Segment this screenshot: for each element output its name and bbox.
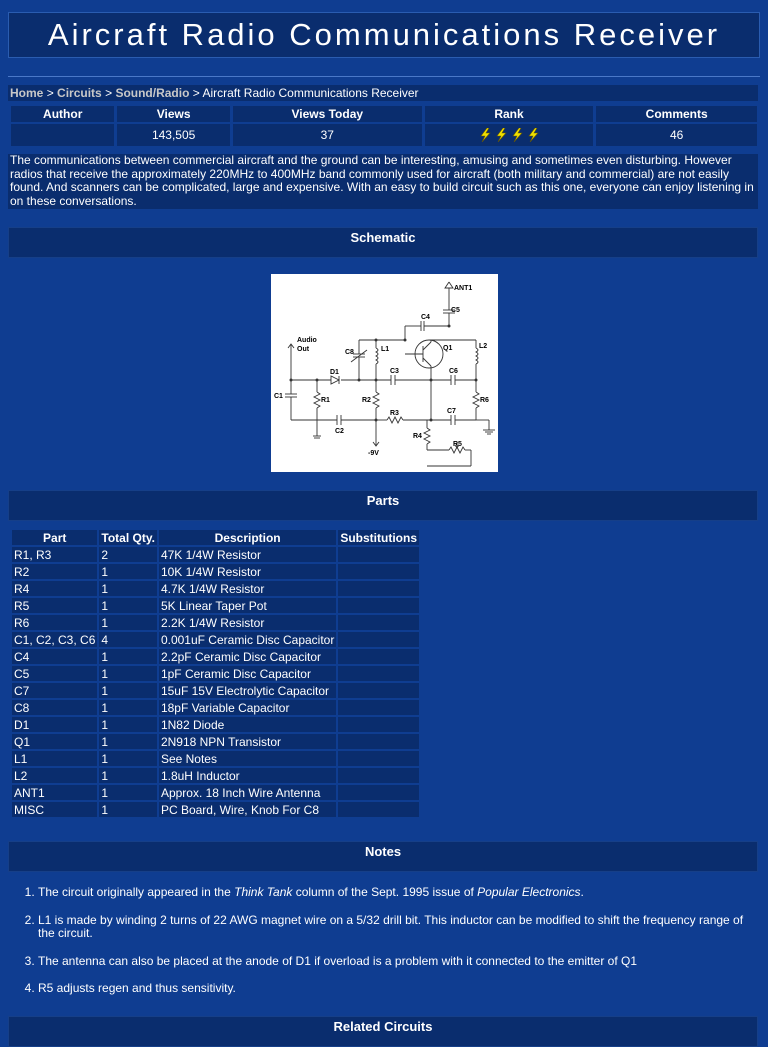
parts-cell-qty: 2 [99, 547, 157, 562]
parts-row [12, 768, 419, 783]
parts-cell-qty: 1 [99, 751, 157, 766]
section-header-parts: Parts [8, 490, 758, 521]
schematic-label-c8: C8 [345, 349, 354, 356]
parts-cell-description: PC Board, Wire, Knob For C8 [159, 802, 336, 817]
breadcrumb-current: Aircraft Radio Communications Receiver [202, 86, 419, 100]
section-header-schematic: Schematic [8, 227, 758, 258]
parts-cell-substitutions [338, 768, 419, 783]
schematic-label-r5: R5 [453, 441, 462, 448]
parts-cell-description: 18pF Variable Capacitor [159, 700, 336, 715]
stats-comments[interactable]: 46 [596, 124, 757, 146]
parts-table [10, 528, 421, 819]
parts-cell-description: Approx. 18 Inch Wire Antenna [159, 785, 336, 800]
parts-cell-description: See Notes [159, 751, 336, 766]
parts-cell-substitutions [338, 683, 419, 698]
divider [8, 76, 760, 77]
lightning-icon [494, 128, 508, 142]
parts-cell-substitutions [338, 649, 419, 664]
parts-row [12, 717, 419, 732]
stats-rank [425, 124, 594, 146]
parts-cell-part: L1 [12, 751, 97, 766]
schematic-label-r6: R6 [480, 397, 489, 404]
schematic-label-c6: C6 [449, 368, 458, 375]
breadcrumb-home-link[interactable]: Home [10, 86, 44, 100]
parts-cell-qty: 1 [99, 717, 157, 732]
schematic-label-r2: R2 [362, 397, 371, 404]
rank-icons [477, 128, 541, 142]
stats-header-comments: Comments [596, 106, 757, 122]
note-item: 3. The antenna can also be placed at the anode of D1 if overload is a problem with it connected to the emitter of Q1 [38, 955, 748, 969]
parts-cell-description: 4.7K 1/4W Resistor [159, 581, 336, 596]
parts-cell-qty: 1 [99, 802, 157, 817]
breadcrumb [8, 85, 758, 101]
parts-cell-part: C1, C2, C3, C6 [14, 632, 96, 647]
parts-row [12, 581, 419, 596]
breadcrumb-separator: > [105, 86, 113, 100]
parts-cell-part: C5 [12, 666, 97, 681]
note-text: The circuit originally appeared in the [38, 885, 235, 899]
parts-header-qty: Total Qty. [101, 530, 155, 545]
parts-cell-description: 2N918 NPN Transistor [159, 734, 336, 749]
breadcrumb-sound-radio-link[interactable]: Sound/Radio [115, 86, 190, 100]
parts-cell-qty: 1 [99, 768, 157, 783]
parts-row [12, 734, 419, 749]
parts-cell-part: C7 [12, 683, 97, 698]
note-item: 4. R5 adjusts regen and thus sensitivity. [38, 982, 748, 996]
parts-cell-description: 5K Linear Taper Pot [159, 598, 336, 613]
parts-cell-qty: 1 [99, 734, 157, 749]
parts-cell-qty: 1 [99, 666, 157, 681]
schematic-label-c1: C1 [274, 393, 283, 400]
schematic-label-d1: D1 [330, 369, 339, 376]
schematic-label-ant1: ANT1 [454, 285, 473, 292]
parts-cell-qty: 4 [99, 632, 157, 647]
schematic-label-c5: C5 [451, 307, 460, 314]
parts-cell-substitutions [338, 547, 419, 562]
parts-cell-substitutions [338, 717, 419, 732]
stats-views-today: 37 [233, 124, 422, 146]
lightning-icon [526, 128, 540, 142]
stats-header-rank: Rank [425, 106, 594, 122]
schematic-label-c7: C7 [447, 408, 456, 415]
parts-cell-description: 2.2pF Ceramic Disc Capacitor [159, 649, 336, 664]
parts-cell-description: 1N82 Diode [159, 717, 336, 732]
parts-cell-substitutions [338, 581, 419, 596]
parts-cell-substitutions [338, 700, 419, 715]
parts-row [12, 615, 419, 630]
parts-cell-qty: 1 [99, 785, 157, 800]
breadcrumb-circuits-link[interactable]: Circuits [57, 86, 102, 100]
parts-row [12, 598, 419, 613]
note-emphasis: Think Tank [234, 885, 293, 899]
parts-cell-substitutions [338, 751, 419, 766]
parts-cell-qty: 1 [99, 615, 157, 630]
parts-cell-substitutions [338, 785, 419, 800]
parts-cell-part: C8 [12, 700, 97, 715]
stats-views: 143,505 [117, 124, 229, 146]
parts-cell-substitutions [338, 802, 419, 817]
schematic-label-out: Out [297, 346, 310, 353]
lightning-icon [478, 128, 492, 142]
parts-cell-part: D1 [12, 717, 97, 732]
parts-cell-part: MISC [12, 802, 97, 817]
parts-cell-part: R5 [12, 598, 97, 613]
parts-cell-description: 1pF Ceramic Disc Capacitor [159, 666, 336, 681]
schematic-label-q1: Q1 [443, 345, 453, 352]
schematic-label-c4: C4 [421, 314, 430, 321]
parts-row [12, 649, 419, 664]
parts-cell-description: 0.001uF Ceramic Disc Capacitor [160, 632, 335, 647]
parts-cell-qty: 1 [99, 564, 157, 579]
parts-cell-description: 15uF 15V Electrolytic Capacitor [159, 683, 336, 698]
parts-row [12, 751, 419, 766]
section-header-notes: Notes [8, 841, 758, 872]
schematic-label-r1: R1 [321, 397, 330, 404]
parts-cell-qty: 1 [99, 683, 157, 698]
schematic-label-minus9v: -9V [368, 450, 379, 457]
parts-cell-description: 2.2K 1/4W Resistor [159, 615, 336, 630]
parts-row [12, 632, 419, 647]
parts-cell-qty: 1 [99, 581, 157, 596]
parts-header-substitutions: Substitutions [340, 530, 418, 545]
note-item: 2. L1 is made by winding 2 turns of 22 AWG magnet wire on a 5/32 drill bit. This inductor can be modified to shift the frequency range of the circuit. [38, 914, 748, 941]
parts-header-description: Description [159, 530, 336, 545]
parts-cell-qty: 1 [99, 700, 157, 715]
parts-cell-description: 1.8uH Inductor [159, 768, 336, 783]
schematic-label-audio: Audio [297, 337, 317, 344]
breadcrumb-separator: > [46, 86, 54, 100]
parts-row [12, 785, 419, 800]
lightning-icon [510, 128, 524, 142]
stats-header-views-today: Views Today [233, 106, 422, 122]
parts-row [12, 802, 419, 817]
note-text: column of the Sept. 1995 issue of [292, 885, 478, 899]
intro-text: The communications between commercial aircraft and the ground can be interesting, amusing and sometimes even disturbing. However radios that receive the approximately 220MHz to 400MHz band commonly used for aircraft (both military and commercial) are not easily found. And scanners can be complicated, large and expensive. With an easy to build circuit such as this one, everyone can enjoy listening in on these conversations. [8, 154, 758, 209]
schematic-label-c2: C2 [335, 428, 344, 435]
parts-row [12, 547, 419, 562]
parts-cell-part: R6 [12, 615, 97, 630]
stats-table [8, 104, 760, 148]
parts-cell-qty: 1 [99, 649, 157, 664]
page-title: Aircraft Radio Communications Receiver [8, 12, 760, 58]
parts-row [12, 683, 419, 698]
breadcrumb-separator: > [192, 86, 200, 100]
notes-list [18, 886, 748, 1010]
parts-cell-part: R4 [12, 581, 97, 596]
parts-cell-part: C4 [12, 649, 97, 664]
schematic-label-c3: C3 [390, 368, 399, 375]
parts-cell-substitutions [338, 615, 419, 630]
parts-cell-substitutions [338, 598, 419, 613]
parts-row [12, 564, 419, 579]
parts-cell-part: L2 [12, 768, 97, 783]
section-header-related-circuits: Related Circuits [8, 1016, 758, 1047]
parts-cell-description: 10K 1/4W Resistor [159, 564, 336, 579]
parts-cell-description: 47K 1/4W Resistor [159, 547, 336, 562]
parts-header-part: Part [12, 530, 97, 545]
schematic-image [271, 274, 498, 472]
parts-cell-qty: 1 [99, 598, 157, 613]
parts-cell-part: ANT1 [12, 785, 97, 800]
schematic-label-r4: R4 [413, 433, 422, 440]
schematic-label-l1: L1 [381, 346, 390, 353]
schematic-label-l2: L2 [479, 343, 488, 350]
parts-row [12, 700, 419, 715]
parts-cell-part: R1, R3 [12, 547, 97, 562]
parts-cell-substitutions [338, 666, 419, 681]
stats-header-views: Views [117, 106, 229, 122]
schematic-label-r3: R3 [390, 410, 399, 417]
parts-cell-substitutions [338, 632, 419, 647]
note-emphasis: Popular Electronics [477, 885, 581, 899]
note-item [38, 886, 748, 900]
parts-row [12, 666, 419, 681]
stats-header-author: Author [11, 106, 114, 122]
parts-cell-part: R2 [12, 564, 97, 579]
parts-cell-substitutions [338, 564, 419, 579]
parts-cell-substitutions [338, 734, 419, 749]
note-text: . [580, 885, 584, 899]
stats-author[interactable] [11, 124, 114, 146]
parts-cell-part: Q1 [12, 734, 97, 749]
